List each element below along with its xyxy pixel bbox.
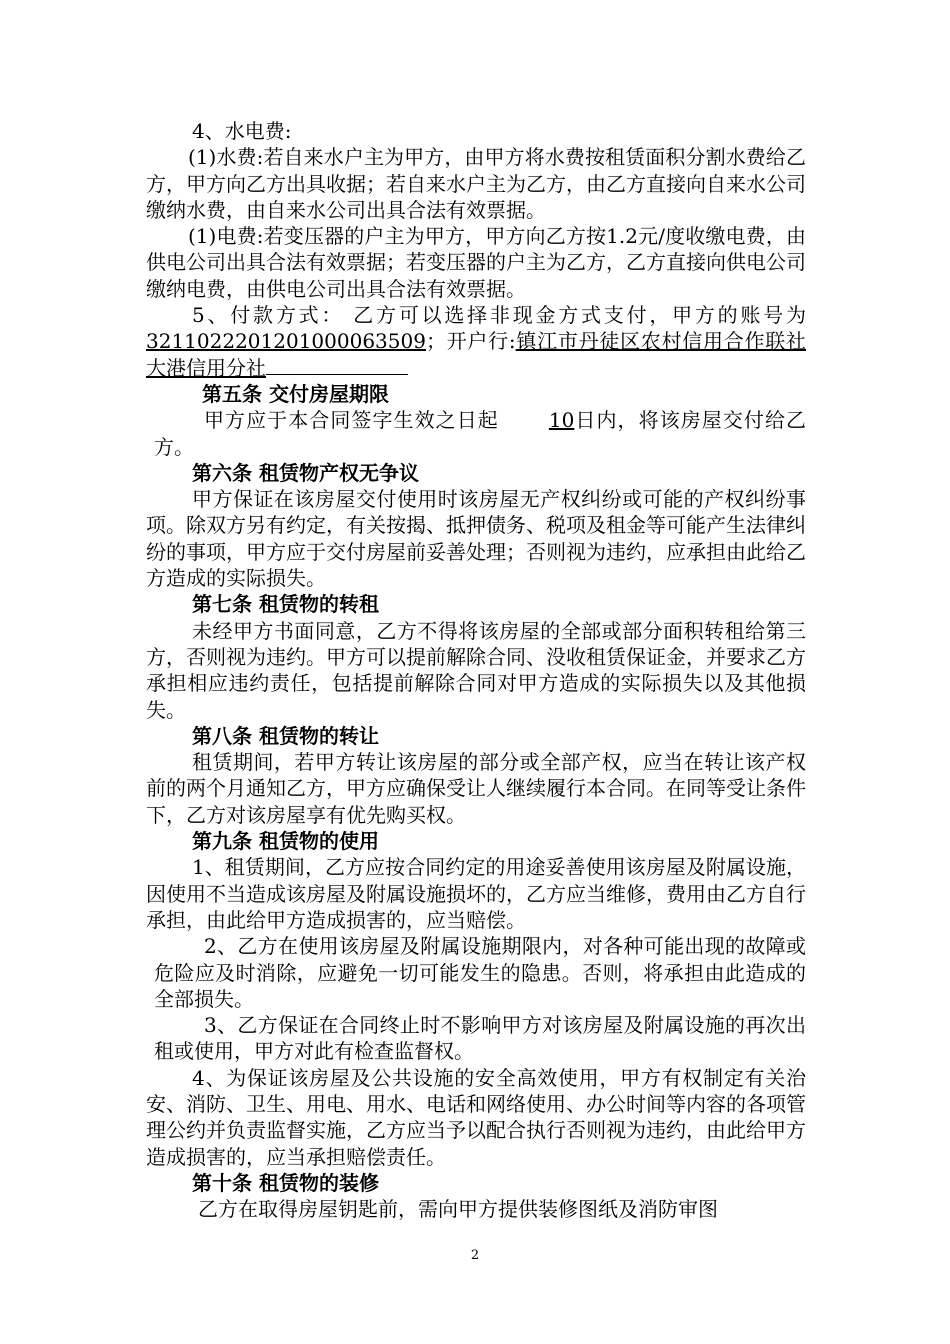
article-7-body: 未经甲方书面同意，乙方不得将该房屋的全部或部分面积转租给第三方，否则视为违约。甲方可以提前解除合同、没收租赁保证金，并要求乙方承担相应违约责任，包括提前解除合同对甲方造成的实际损失以及其他损失。: [146, 618, 806, 722]
article-10-heading: 第十条 租赁物的装修: [192, 1170, 379, 1195]
article-5-heading: 第五条 交付房屋期限: [202, 381, 389, 406]
clause-utilities-heading: 4、水电费:: [192, 119, 292, 143]
bank-label: ；开户行:: [425, 329, 516, 354]
account-number: 32110222012010000635: [146, 329, 401, 354]
article-6-body: 甲方保证在该房屋交付使用时该房屋无产权纠纷或可能的产权纠纷事项。除双方另有约定，有关按揭、抵押债务、税项及租金等可能产生法律纠纷的事项，甲方应于交付房屋前妥善处理；否则视为违约，应承担由此给乙方造成的实际损失。: [146, 487, 806, 591]
article-9-item-4: 4、为保证该房屋及公共设施的安全高效使用，甲方有权制定有关治安、消防、卫生、用电、用水、电话和网络使用、办公时间等内容的各项管理公约并负责监督实施，乙方应当予以配合执行否则视为违约，由此给甲方造成损害的，应当承担赔偿责任。: [146, 1065, 806, 1169]
delivery-text-a: 甲方应于本合同签字生效之日起: [204, 408, 499, 433]
clause-payment-method: [146, 302, 806, 381]
payment-text: 5、付款方式： 乙方可以选择非现金方式支付，甲方的账号为: [192, 303, 806, 328]
article-9-item-3: 3、乙方保证在合同终止时不影响甲方对该房屋及附属设施的再次出租或使用，甲方对此有检查监督权。: [154, 1013, 806, 1064]
article-9-item-1: 1、租赁期间，乙方应按合同约定的用途妥善使用该房屋及附属设施，因使用不当造成该房屋及附属设施损坏的，乙方应当维修，费用由乙方自行承担，由此给甲方造成损害的，应当赔偿。: [146, 855, 806, 932]
delivery-days: 10: [548, 408, 575, 433]
article-8-body: 租赁期间，若甲方转让该房屋的部分或全部产权，应当在转让该产权前的两个月通知乙方，甲方应确保受让人继续履行本合同。在同等受让条件下，乙方对该房屋享有优先购买权。: [146, 750, 806, 827]
bank-name: 镇江市丹徒区农村信用合作联社大港信用分社: [146, 329, 806, 380]
article-7-heading: 第七条 租赁物的转租: [192, 592, 379, 617]
article-8-heading: 第八条 租赁物的转让: [192, 723, 379, 748]
bank-blank-line: [266, 356, 408, 375]
article-9-heading: 第九条 租赁物的使用: [192, 829, 379, 854]
article-9-item-2: 2、乙方在使用该房屋及附属设施期限内，对各种可能出现的故障或危险应及时消除，应避免一切可能发生的隐患。否则，将承担由此造成的全部损失。: [154, 934, 806, 1011]
page-number: 2: [470, 1248, 480, 1263]
article-6-heading: 第六条 租赁物产权无争议: [192, 460, 419, 485]
delivery-text-b: 日内，将该房屋交付给乙方。: [154, 408, 807, 459]
clause-water-fee: (1)水费:若自来水户主为甲方，由甲方将水费按租赁面积分割水费给乙方，甲方向乙方出具收据；若自来水户主为乙方，由乙方直接向自来水公司缴纳水费，由自来水公司出具合法有效票据。: [146, 145, 806, 222]
clause-electric-fee: (1)电费:若变压器的户主为甲方，甲方向乙方按1.2元/度收缴电费，由供电公司出具合法有效票据；若变压器的户主为乙方，乙方直接向供电公司缴纳电费，由供电公司出具合法有效票据。: [146, 224, 806, 301]
document-body: [146, 118, 806, 1222]
article-10-body: 乙方在取得房屋钥匙前，需向甲方提供装修图纸及消防审图: [198, 1197, 718, 1222]
account-number-tail: 09: [400, 329, 426, 354]
article-5-body: [146, 407, 806, 460]
